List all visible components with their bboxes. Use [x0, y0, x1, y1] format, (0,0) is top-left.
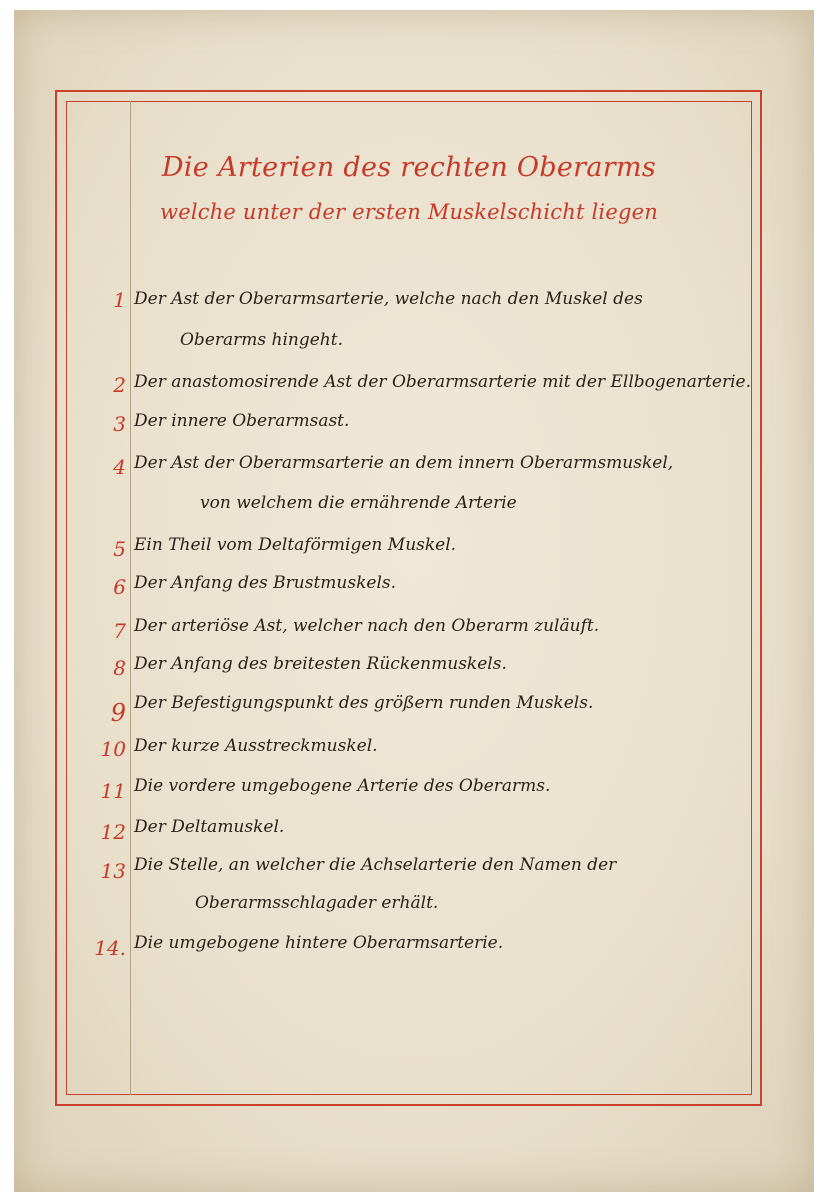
entry-text: Der Ast der Oberarmsarterie, welche nach den Muskel des	[134, 289, 643, 309]
entry-number: 4	[113, 455, 126, 479]
entry-text: Ein Theil vom Deltaförmigen Muskel.	[134, 535, 457, 555]
entry-number: 8	[113, 656, 126, 680]
entry-text: Der Anfang des breitesten Rückenmuskels.	[134, 654, 507, 674]
page-title: Die Arterien des rechten Oberarms	[161, 152, 657, 183]
entry-number: 2	[113, 373, 126, 397]
entry-number: 13	[100, 859, 126, 883]
entry-number: 7	[113, 619, 126, 643]
entry-continuation: Oberarms hingeht.	[180, 330, 343, 350]
entry-number: 11	[100, 779, 126, 803]
page-subtitle: welche unter der ersten Muskelschicht liegen	[160, 200, 658, 224]
entry-text: Der Ast der Oberarmsarterie an dem innern Oberarmsmuskel,	[134, 453, 674, 473]
entry-text: Die umgebogene hintere Oberarmsarterie.	[134, 933, 504, 953]
entry-text: Der Anfang des Brustmuskels.	[134, 573, 397, 593]
entry-number: 14.	[94, 936, 126, 960]
entry-number: 3	[113, 412, 126, 436]
entry-text: Der arteriöse Ast, welcher nach den Oberarm zuläuft.	[134, 616, 600, 636]
entry-text: Der anastomosirende Ast der Oberarmsarterie mit der Ellbogenarterie.	[134, 372, 751, 392]
entry-number: 6	[113, 575, 126, 599]
entry-text: Der Deltamuskel.	[134, 817, 285, 837]
entry-continuation: von welchem die ernährende Arterie	[200, 493, 517, 513]
entry-continuation: Oberarmsschlagader erhält.	[195, 893, 439, 913]
entry-number: 5	[113, 537, 126, 561]
entry-text: Der innere Oberarmsast.	[134, 411, 350, 431]
margin-rule-line	[130, 101, 131, 1095]
entry-number: 10	[100, 737, 126, 761]
entry-number: 1	[113, 288, 126, 312]
entry-text: Der Befestigungspunkt des größern runden Muskels.	[134, 693, 594, 713]
entry-text: Der kurze Ausstreckmuskel.	[134, 736, 378, 756]
entry-number: 12	[100, 820, 126, 844]
entry-number: 9	[110, 699, 126, 727]
entry-text: Die vordere umgebogene Arterie des Oberarms.	[134, 776, 551, 796]
entry-text: Die Stelle, an welcher die Achselarterie den Namen der	[134, 855, 617, 875]
